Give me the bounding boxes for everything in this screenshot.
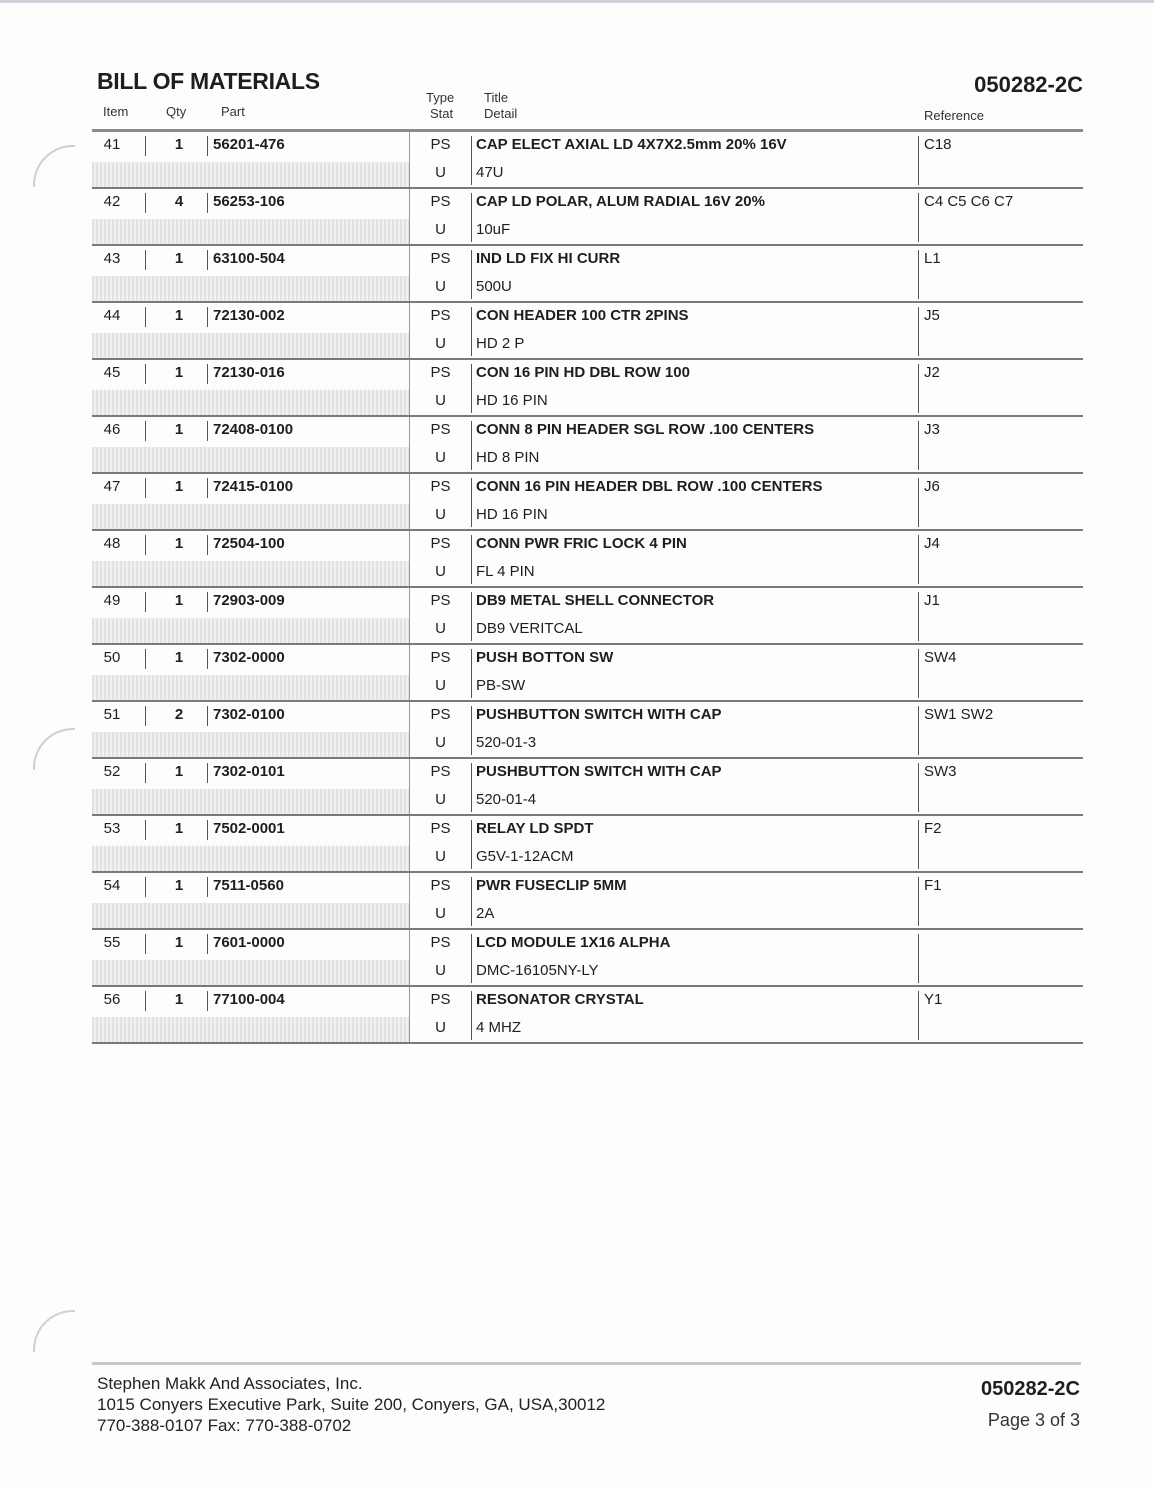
item-number: 56 [103,991,121,1008]
item-number: 45 [103,364,121,381]
column-divider [207,307,208,327]
table-row [92,702,1083,759]
quantity: 1 [174,250,184,267]
stat: U [435,164,446,181]
title: PUSHBUTTON SWITCH WITH CAP [476,763,722,780]
title: CON 16 PIN HD DBL ROW 100 [476,364,690,381]
type: PS [430,478,451,495]
punch-hole-mark [33,728,75,770]
col-header-qty: Qty [166,104,187,119]
column-divider [207,649,208,669]
type: PS [430,934,451,951]
column-divider [207,592,208,612]
table-row [92,930,1083,987]
quantity: 2 [174,706,184,723]
column-divider [145,364,146,384]
column-divider [918,364,919,413]
quantity: 1 [174,934,184,951]
table-row [92,303,1083,360]
detail: 10uF [476,221,511,238]
column-divider [207,250,208,270]
detail: 47U [476,164,504,181]
quantity: 1 [174,763,184,780]
part-number: 7302-0101 [213,763,285,780]
page-number: Page 3 of 3 [987,1410,1080,1430]
reference: C4 C5 C6 C7 [924,193,1014,210]
col-header-detail: Detail [484,106,518,121]
table-row [92,246,1083,303]
stat: U [435,1019,446,1036]
column-divider [207,535,208,555]
title: PUSH BOTTON SW [476,649,614,666]
item-number: 52 [103,763,121,780]
item-number: 43 [103,250,121,267]
column-divider [918,763,919,812]
stat: U [435,392,446,409]
table-row [92,531,1083,588]
title: PWR FUSECLIP 5MM [476,877,627,894]
item-number: 55 [103,934,121,951]
reference: Y1 [924,991,943,1008]
column-divider [918,136,919,185]
table-row [92,759,1083,816]
column-divider [145,877,146,897]
reference: J3 [924,421,940,438]
type: PS [430,763,451,780]
col-header-title: Title [484,90,509,105]
col-header-stat: Stat [430,106,454,121]
column-divider [207,820,208,840]
type: PS [430,193,451,210]
column-divider [207,478,208,498]
detail: 520-01-4 [476,791,537,808]
row-shading [92,390,410,415]
quantity: 1 [174,877,184,894]
detail: 2A [476,905,495,922]
part-number: 72130-002 [213,307,285,324]
detail: DMC-16105NY-LY [476,962,599,979]
type: PS [430,592,451,609]
column-divider [145,193,146,213]
part-number: 7511-0560 [213,877,284,894]
footer-rule [92,1362,1081,1365]
table-row [92,132,1083,189]
column-divider [145,307,146,327]
row-shading [92,276,410,301]
item-number: 50 [103,649,121,666]
column-divider [918,193,919,242]
title: CONN 8 PIN HEADER SGL ROW .100 CENTERS [476,421,815,438]
column-divider [207,421,208,441]
quantity: 1 [174,136,184,153]
type: PS [430,820,451,837]
part-number: 7302-0100 [213,706,285,723]
title: CAP ELECT AXIAL LD 4X7X2.5mm 20% 16V [476,136,787,153]
detail: 500U [476,278,512,295]
title: LCD MODULE 1X16 ALPHA [476,934,671,951]
quantity: 1 [174,478,184,495]
table-row [92,645,1083,702]
table-row [92,588,1083,645]
part-number: 7601-0000 [213,934,285,951]
company-block [97,1373,605,1436]
reference: J6 [924,478,940,495]
col-header-item: Item [103,104,129,119]
column-divider [207,991,208,1011]
item-number: 53 [103,820,121,837]
row-shading [92,732,410,757]
column-divider [145,421,146,441]
table-row [92,417,1083,474]
table-row [92,189,1083,246]
row-shading [92,789,410,814]
part-number: 56201-476 [213,136,285,153]
detail: HD 8 PIN [476,449,540,466]
row-shading [92,618,410,643]
detail: G5V-1-12ACM [476,848,574,865]
title: RESONATOR CRYSTAL [476,991,644,1008]
table-row [92,816,1083,873]
row-shading [92,447,410,472]
quantity: 1 [174,307,184,324]
detail: DB9 VERITCAL [476,620,583,637]
column-divider [145,136,146,156]
column-divider [145,535,146,555]
table-row [92,360,1083,417]
reference: SW1 SW2 [924,706,994,723]
reference: J2 [924,364,940,381]
column-divider [145,820,146,840]
quantity: 1 [174,991,184,1008]
type: PS [430,421,451,438]
title: PUSHBUTTON SWITCH WITH CAP [476,706,722,723]
detail: HD 16 PIN [476,506,548,523]
quantity: 1 [174,592,184,609]
column-divider [918,535,919,584]
company-address: 1015 Conyers Executive Park, Suite 200, Conyers, GA, USA,30012 [97,1395,606,1414]
quantity: 1 [174,649,184,666]
column-divider [207,193,208,213]
column-divider [918,706,919,755]
reference: J1 [924,592,940,609]
column-divider [918,877,919,926]
column-divider [918,250,919,299]
company-name: Stephen Makk And Associates, Inc. [97,1374,363,1393]
title: CON HEADER 100 CTR 2PINS [476,307,689,324]
stat: U [435,677,446,694]
col-header-type: Type [426,90,455,105]
column-divider [918,307,919,356]
column-divider [145,763,146,783]
stat: U [435,278,446,295]
part-number: 7502-0001 [213,820,285,837]
type: PS [430,706,451,723]
column-divider [918,991,919,1040]
row-shading [92,504,410,529]
detail: PB-SW [476,677,526,694]
document-title: BILL OF MATERIALS [97,68,320,94]
part-number: 72130-016 [213,364,285,381]
title: CONN 16 PIN HEADER DBL ROW .100 CENTERS [476,478,823,495]
stat: U [435,506,446,523]
item-number: 54 [103,877,121,894]
row-shading [92,846,410,871]
stat: U [435,335,446,352]
title: CONN PWR FRIC LOCK 4 PIN [476,535,687,552]
punch-hole-mark [33,145,75,187]
punch-hole-mark [33,1310,75,1352]
item-number: 41 [103,136,121,153]
footer-document-number: 050282-2C [981,1378,1080,1400]
quantity: 1 [174,364,184,381]
column-divider [207,763,208,783]
detail: 4 MHZ [476,1019,521,1036]
column-divider [918,649,919,698]
row-shading [92,162,410,187]
type: PS [430,877,451,894]
bom-table [92,132,1083,1044]
row-shading [92,903,410,928]
col-header-reference: Reference [924,108,984,123]
reference: F2 [924,820,942,837]
page-top-edge [0,0,1154,3]
column-divider [918,478,919,527]
row-shading [92,219,410,244]
part-number: 72415-0100 [213,478,294,495]
document-number: 050282-2C [974,72,1083,97]
part-number: 63100-504 [213,250,285,267]
column-divider [918,421,919,470]
reference: J4 [924,535,940,552]
title: RELAY LD SPDT [476,820,594,837]
stat: U [435,791,446,808]
stat: U [435,563,446,580]
quantity: 1 [174,421,184,438]
column-divider [918,820,919,869]
stat: U [435,221,446,238]
title: DB9 METAL SHELL CONNECTOR [476,592,715,609]
stat: U [435,905,446,922]
column-divider [207,364,208,384]
detail: HD 16 PIN [476,392,548,409]
reference: C18 [924,136,952,153]
quantity: 1 [174,820,184,837]
column-divider [207,877,208,897]
item-number: 49 [103,592,121,609]
col-header-part: Part [221,104,245,119]
detail: 520-01-3 [476,734,537,751]
type: PS [430,136,451,153]
column-divider [207,706,208,726]
column-divider [145,478,146,498]
reference: J5 [924,307,940,324]
type: PS [430,364,451,381]
item-number: 44 [103,307,121,324]
part-number: 56253-106 [213,193,285,210]
detail: FL 4 PIN [476,563,535,580]
quantity: 1 [174,535,184,552]
stat: U [435,848,446,865]
row-shading [92,1017,410,1042]
title: CAP LD POLAR, ALUM RADIAL 16V 20% [476,193,765,210]
type: PS [430,649,451,666]
item-number: 47 [103,478,121,495]
column-divider [145,991,146,1011]
item-number: 48 [103,535,121,552]
quantity: 4 [174,193,184,210]
part-number: 77100-004 [213,991,285,1008]
row-shading [92,960,410,985]
column-divider [145,250,146,270]
reference: L1 [924,250,941,267]
column-divider [145,592,146,612]
type: PS [430,250,451,267]
column-divider [918,934,919,983]
row-shading [92,561,410,586]
reference: SW3 [924,763,957,780]
stat: U [435,734,446,751]
stat: U [435,962,446,979]
part-number: 72504-100 [213,535,285,552]
detail: HD 2 P [476,335,525,352]
table-row [92,474,1083,531]
column-divider [145,934,146,954]
stat: U [435,620,446,637]
stat: U [435,449,446,466]
column-divider [207,136,208,156]
column-divider [145,706,146,726]
column-divider [207,934,208,954]
company-phone: 770-388-0107 Fax: 770-388-0702 [97,1416,352,1435]
part-number: 7302-0000 [213,649,285,666]
column-divider [145,649,146,669]
row-shading [92,333,410,358]
type: PS [430,535,451,552]
table-row [92,987,1083,1044]
table-row [92,873,1083,930]
reference: SW4 [924,649,957,666]
title: IND LD FIX HI CURR [476,250,621,267]
type: PS [430,307,451,324]
reference: F1 [924,877,942,894]
part-number: 72408-0100 [213,421,294,438]
item-number: 46 [103,421,121,438]
row-shading [92,675,410,700]
type: PS [430,991,451,1008]
item-number: 42 [103,193,121,210]
item-number: 51 [103,706,121,723]
column-divider [918,592,919,641]
part-number: 72903-009 [213,592,285,609]
